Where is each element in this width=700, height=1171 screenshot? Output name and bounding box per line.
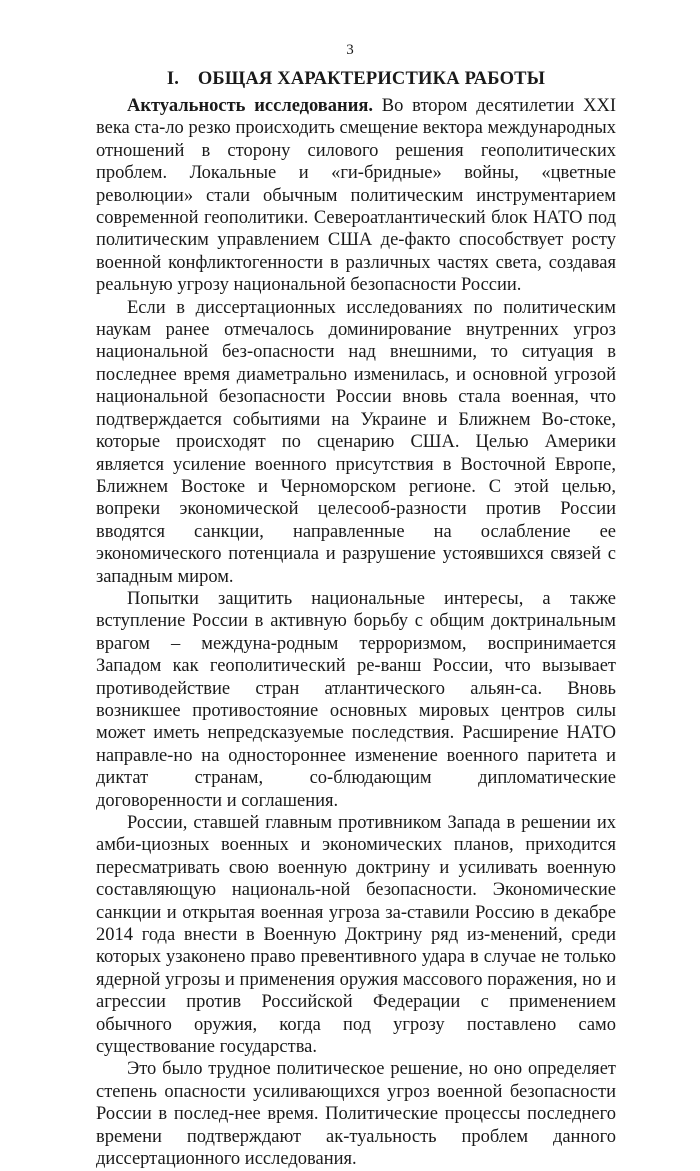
paragraph-national-interests: Попытки защитить национальные интересы, а также вступление России в активную борьбу с общим доктринальным врагом – междуна-родным терроризмом, воспринимается Западом как геополитический ре-ванш России, что вызывает противодействие стран атлантического альян-са. Вновь возникшее противостояние основных мировых центров силы может иметь непредсказуемые последствия. Расширение НАТО направле-но на одностороннее изменение военного паритета и диктат странам, со-блюдающим дипломатические договоренности и соглашения. — [96, 588, 616, 811]
paragraph-threat-shift: Если в диссертационных исследованиях по политическим наукам ранее отмечалось доминирование внутренних угроз национальной без-опасности над внешними, то ситуация в последнее время диаметрально изменилась, и основной угрозой национальной безопасности России вновь стала военная, что подтверждается событиями на Украине и Ближнем Во-стоке, которые происходят по сценарию США. Целью Америки является усиление военного присутствия в Восточной Европе, Ближнем Востоке и Черноморском регионе. С этой целью, вопреки экономической целесооб-разности против России вводятся санкции, направленные на ослабление ее экономического потенциала и разрушение устоявшихся связей с западным миром. — [96, 297, 616, 587]
section-heading: I. ОБЩАЯ ХАРАКТЕРИСТИКА РАБОТЫ — [166, 69, 546, 89]
paragraph-lead-label: Актуальность исследования. — [127, 96, 373, 116]
paragraph-military-doctrine: России, ставшей главным противником Запада в решении их амби-циозных военных и экономических планов, приходится пересматривать свою военную доктрину и усиливать военную составляющую националь-ной безопасности. Экономические санкции и открытая военная угроза за-ставили Россию в декабре 2014 года внести в Военную Доктрину ряд из-менений, среди которых узаконено право превентивного удара в случае не только ядерной угрозы и применения оружия массового поражения, но и агрессии против Российской Федерации с применением обычного оружия, когда под угрозу поставлено само существование государства. — [96, 813, 616, 1058]
page-number: 3 — [346, 42, 354, 58]
paragraph-relevance — [96, 95, 616, 297]
paragraph-text: Во втором десятилетии XXI века ста-ло резко происходить смещение вектора международных отношений в сторону силового решения геополитических проблем. Локальные и «ги-бридные» войны, «цветные революции» стали обычным политическим инструментарием современной геополитики. Североатлантический блок НАТО под политическим управлением США де-факто способствует росту военной конфликтогенности в различных частях света, создавая реальную угрозу национальной безопасности России. — [96, 96, 616, 296]
paragraph-conclusion: Это было трудное политическое решение, но оно определяет степень опасности усиливающихся угроз военной безопасности России в послед-нее время. Политические процессы последнего времени подтверждают ак-туальность проблем данного диссертационного исследования. — [96, 1059, 616, 1170]
body-text — [96, 95, 616, 1171]
